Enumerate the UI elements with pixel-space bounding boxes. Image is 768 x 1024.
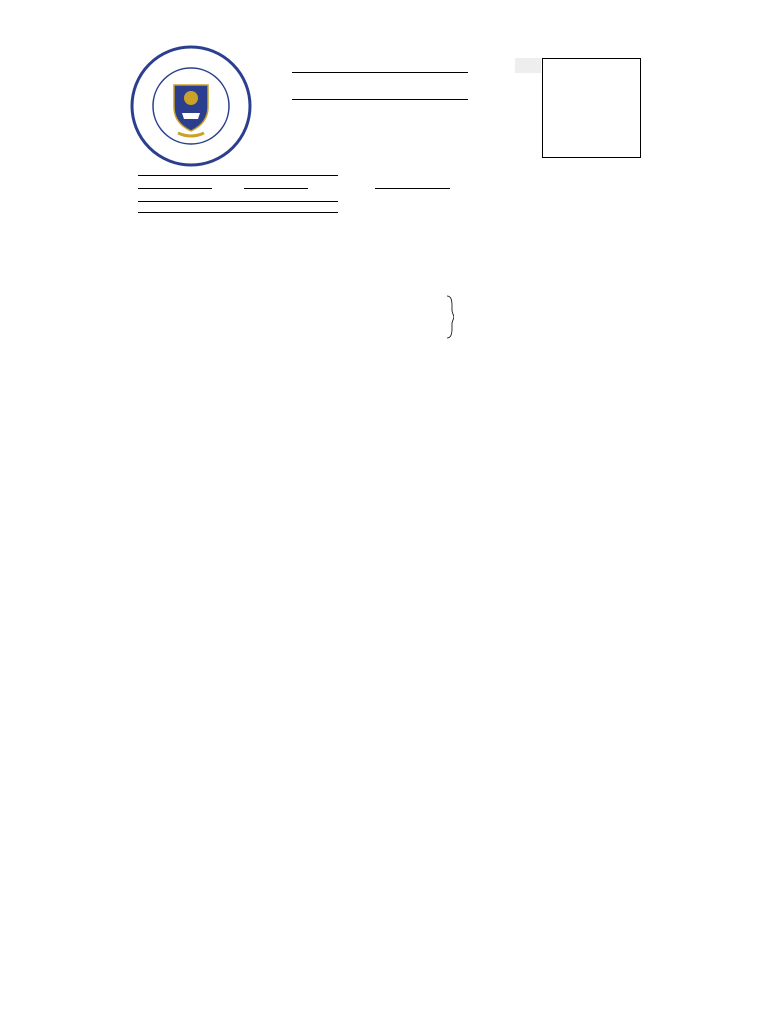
deped-seal-icon	[130, 45, 252, 167]
picture-box	[542, 58, 641, 158]
permanent-bracket	[446, 295, 454, 339]
deped-seal	[130, 45, 252, 167]
